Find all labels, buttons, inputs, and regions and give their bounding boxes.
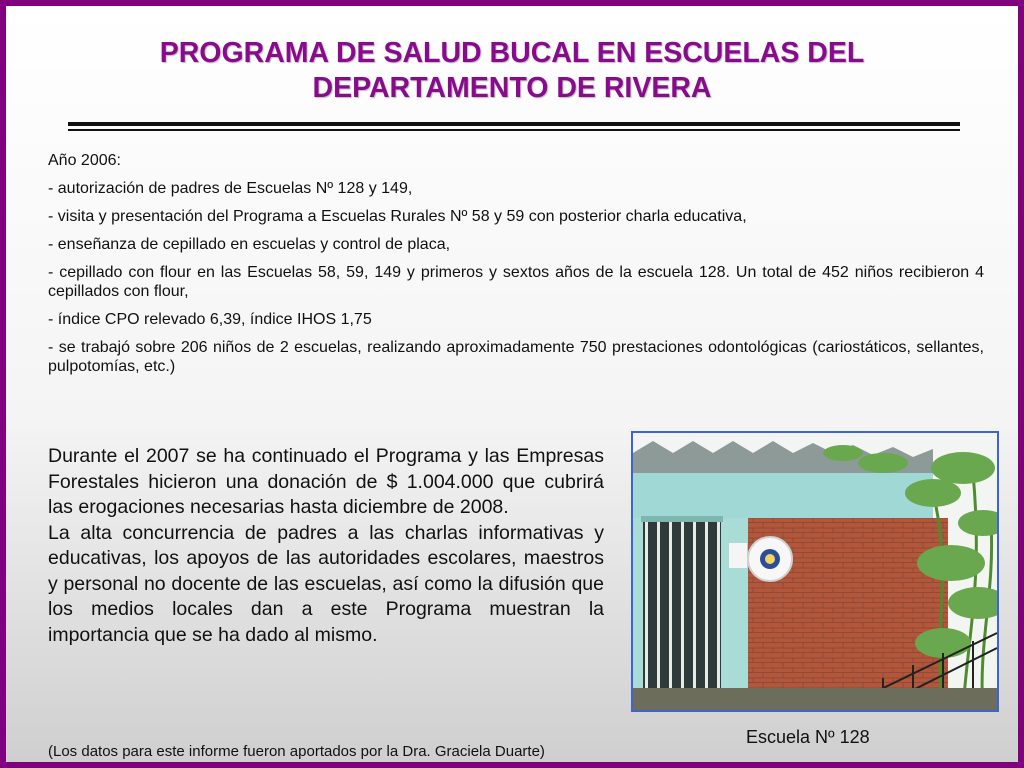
list-heading: Año 2006: xyxy=(48,152,121,169)
title-divider-thick xyxy=(68,122,960,126)
source-footnote: (Los datos para este informe fueron aportados por la Dra. Graciela Duarte) xyxy=(48,743,545,760)
summary-paragraph: La alta concurrencia de padres a las charlas informativas y educativas, los apoyos de las autoridades escolares, maestros y personal no docente de las escuelas, así como la difusión que los medios locales dan a este Programa muestran la importancia que se ha dado al mismo. xyxy=(48,521,604,646)
title-line-2: DEPARTAMENTO DE RIVERA xyxy=(312,72,712,104)
summary-paragraph: Durante el 2007 se ha continuado el Programa y las Empresas Forestales hicieron una donación de $ 1.004.000 que cubrirá las erogaciones necesarias hasta diciembre de 2008. xyxy=(48,445,604,518)
summary-text xyxy=(48,444,604,648)
list-item: - cepillado con flour en las Escuelas 58, 59, 149 y primeros y sextos años de la escuela 128. Un total de 452 niños recibieron 4 cepillados con flour, xyxy=(48,264,984,300)
list-item: - visita y presentación del Programa a Escuelas Rurales Nº 58 y 59 con posterior charla educativa, xyxy=(48,208,747,225)
list-item: - autorización de padres de Escuelas Nº 128 y 149, xyxy=(48,180,413,197)
school-building-illustration xyxy=(633,433,997,710)
title-divider-thin xyxy=(68,129,960,131)
list-item: - se trabajó sobre 206 niños de 2 escuelas, realizando aproximadamente 750 prestaciones odontológicas (cariostáticos, sellantes, pulpotomías, etc.) xyxy=(48,339,984,375)
title-line-1: PROGRAMA DE SALUD BUCAL EN ESCUELAS DEL xyxy=(159,37,865,69)
activities-list xyxy=(48,151,984,385)
school-photo xyxy=(631,431,999,712)
photo-caption: Escuela Nº 128 xyxy=(746,727,870,747)
list-item: - enseñanza de cepillado en escuelas y control de placa, xyxy=(48,236,451,253)
list-item: - índice CPO relevado 6,39, índice IHOS 1,75 xyxy=(48,311,372,328)
slide-title xyxy=(6,36,1018,106)
